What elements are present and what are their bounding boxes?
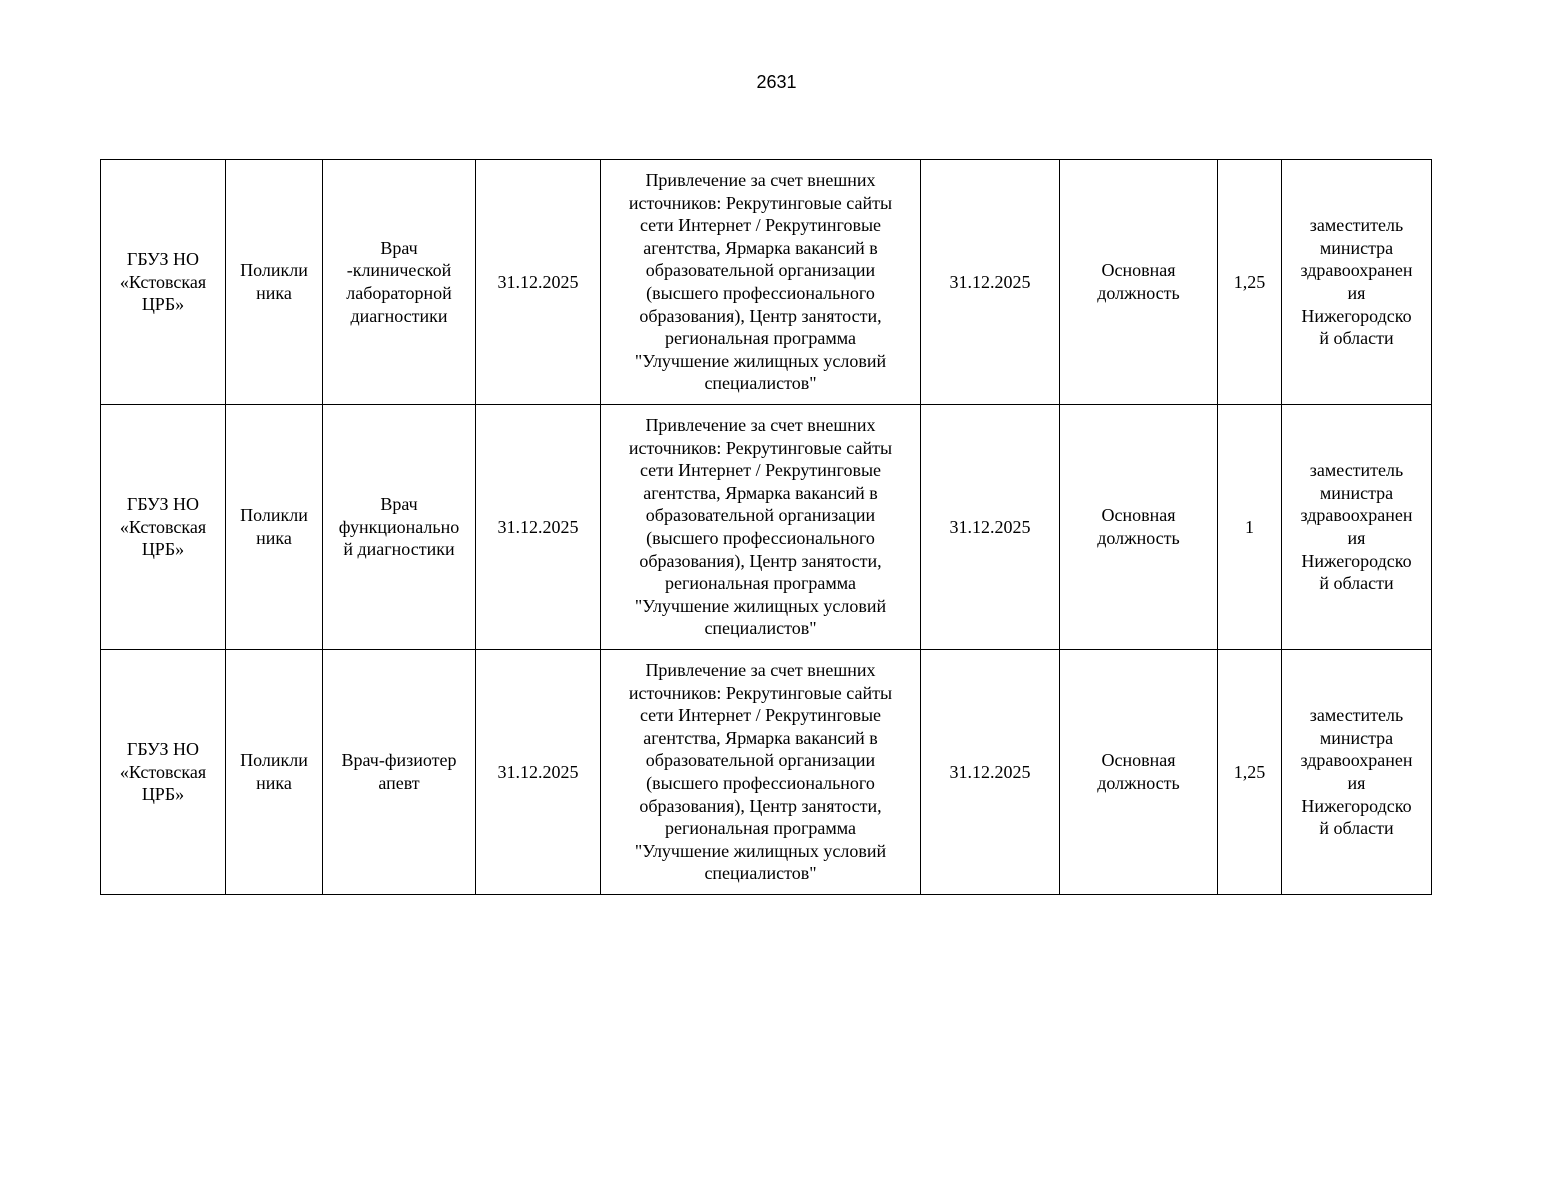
position-cell: Врач функционально й диагностики (323, 405, 476, 650)
sources-cell: Привлечение за счет внешних источников: Рекрутинговые сайты сети Интернет / Рекрутинговые агентства, Ярмарка вакансий в образовательной организации (высшего профессионального образования), Центр занятости, региональная программа "Улучшение жилищных условий специалистов" (601, 650, 921, 895)
vacancy-table (100, 159, 1432, 895)
table-row (101, 160, 1432, 405)
org-cell: ГБУЗ НО «Кстовская ЦРБ» (101, 650, 226, 895)
date-cell: 31.12.2025 (476, 160, 601, 405)
table-row (101, 650, 1432, 895)
org-cell: ГБУЗ НО «Кстовская ЦРБ» (101, 405, 226, 650)
unit-cell: Поликли ника (226, 160, 323, 405)
job-type-cell: Основная должность (1060, 405, 1218, 650)
org-cell: ГБУЗ НО «Кстовская ЦРБ» (101, 160, 226, 405)
unit-cell: Поликли ника (226, 650, 323, 895)
date-cell: 31.12.2025 (476, 650, 601, 895)
page-number: 2631 (756, 72, 797, 92)
rate-cell: 1,25 (1218, 160, 1282, 405)
date-cell: 31.12.2025 (921, 405, 1060, 650)
unit-cell: Поликли ника (226, 405, 323, 650)
responsible-cell: заместитель министра здравоохранен ия Нижегородско й области (1282, 405, 1432, 650)
sources-cell: Привлечение за счет внешних источников: Рекрутинговые сайты сети Интернет / Рекрутинговые агентства, Ярмарка вакансий в образовательной организации (высшего профессионального образования), Центр занятости, региональная программа "Улучшение жилищных условий специалистов" (601, 405, 921, 650)
rate-cell: 1,25 (1218, 650, 1282, 895)
sources-cell: Привлечение за счет внешних источников: Рекрутинговые сайты сети Интернет / Рекрутинговые агентства, Ярмарка вакансий в образовательной организации (высшего профессионального образования), Центр занятости, региональная программа "Улучшение жилищных условий специалистов" (601, 160, 921, 405)
date-cell: 31.12.2025 (921, 650, 1060, 895)
responsible-cell: заместитель министра здравоохранен ия Нижегородско й области (1282, 650, 1432, 895)
responsible-cell: заместитель министра здравоохранен ия Нижегородско й области (1282, 160, 1432, 405)
job-type-cell: Основная должность (1060, 160, 1218, 405)
position-cell: Врач-физиотер апевт (323, 650, 476, 895)
position-cell: Врач -клинической лабораторной диагностики (323, 160, 476, 405)
date-cell: 31.12.2025 (476, 405, 601, 650)
table-row (101, 405, 1432, 650)
job-type-cell: Основная должность (1060, 650, 1218, 895)
rate-cell: 1 (1218, 405, 1282, 650)
date-cell: 31.12.2025 (921, 160, 1060, 405)
